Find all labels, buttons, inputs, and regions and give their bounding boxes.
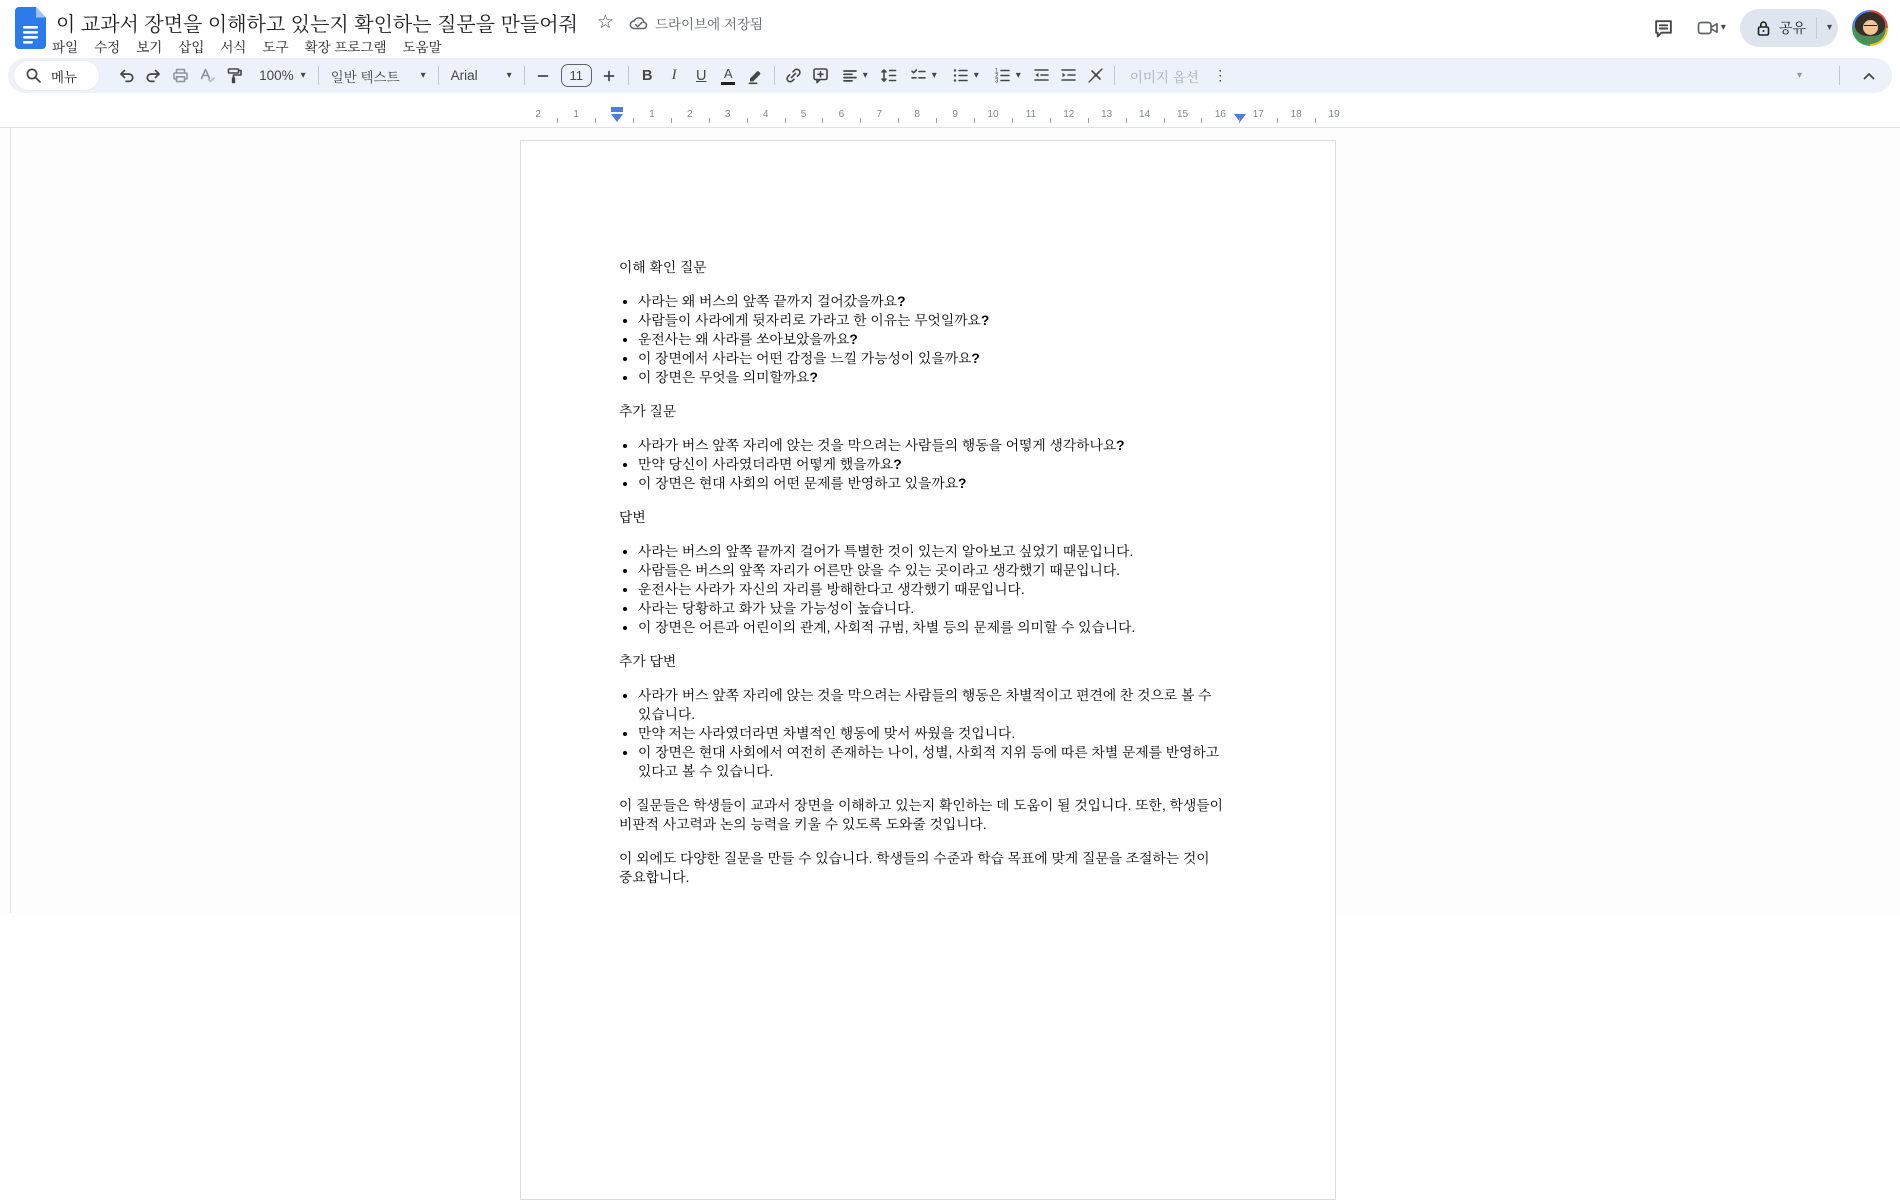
font-size-decrease-button[interactable] [530,62,557,89]
saved-status[interactable] [629,13,763,33]
font-size-increase-button[interactable] [596,62,623,89]
menu-item-6[interactable]: 확장 프로그램 [304,40,387,55]
bold-button[interactable] [634,62,661,89]
doc-paragraph[interactable]: 추가 질문 [619,404,677,419]
bullet-list [619,292,1239,387]
lock-icon [1756,20,1771,37]
ruler-tick [747,118,748,123]
redo-button[interactable] [140,62,167,89]
ruler-number: 1 [649,109,655,120]
ruler-tick [974,118,975,123]
ruler-tick [595,118,596,123]
chevron-down-icon: ▾ [862,69,868,81]
ruler-number: 2 [687,109,693,120]
paragraph-style-value: 일반 텍스트 [330,69,400,85]
menu-item-1[interactable]: 수정 [94,40,121,55]
paint-format-button[interactable] [221,62,248,89]
svg-text:3: 3 [994,78,999,85]
bulleted-list-button[interactable] [944,62,986,89]
list-item[interactable]: • 이 장면은 현대 사회에서 여전히 존재하는 나이, 성별, 사회적 지위 등에 따른 차별 문제를 반영하고 있다고 볼 수 있습니다. [638,743,1239,781]
menu-item-7[interactable]: 도움말 [402,40,442,55]
spellcheck-button[interactable] [194,62,221,89]
video-camera-icon [1697,19,1719,37]
ruler-tick [1012,118,1013,123]
list-item[interactable]: • 사라는 당황하고 화가 났을 가능성이 높습니다. [638,599,1239,618]
toolbar [8,58,1892,93]
list-item[interactable]: • 운전사는 왜 사라를 쏘아보았을까요? [638,330,1239,349]
page-content [521,141,1335,942]
first-line-indent-marker[interactable] [611,107,623,112]
insert-link-button[interactable] [780,62,807,89]
ruler-number: 18 [1290,109,1302,120]
ruler-number: 1 [573,109,579,120]
highlighter-icon [746,67,764,85]
document-title[interactable]: 이 교과서 장면을 이해하고 있는지 확인하는 질문을 만들어줘 [56,14,578,36]
ruler-number: 12 [1063,109,1075,120]
align-button[interactable] [834,62,875,89]
more-options-button[interactable] [1207,62,1234,89]
chevron-down-icon: ▾ [506,69,512,81]
comment-icon [1653,18,1674,39]
line-spacing-button[interactable] [875,62,902,89]
menu-item-3[interactable]: 삽입 [178,40,205,55]
checklist-button[interactable] [902,62,944,89]
docs-logo-icon[interactable] [15,7,46,49]
bold-icon: B [641,67,653,84]
ruler-tick [860,118,861,123]
avatar[interactable] [1852,10,1888,46]
kebab-menu-icon: ⋮ [1213,67,1228,83]
ruler-number: 15 [1176,109,1189,120]
bullet-list [619,436,1239,493]
ruler-number: 11 [1025,109,1037,120]
clear-formatting-icon [1086,66,1105,85]
ruler-number: 8 [914,109,920,120]
align-left-icon [841,67,859,85]
font-value: Arial [450,68,478,83]
ruler-tick [1164,118,1165,123]
underline-icon: U [695,67,707,84]
ruler-number: 10 [987,109,999,120]
document-canvas [0,127,1900,913]
add-comment-icon [811,66,830,85]
chevron-down-icon: ▾ [1015,69,1021,81]
ruler-tick [936,118,937,123]
menu-item-5[interactable]: 도구 [262,40,289,55]
ruler-tick [709,118,710,123]
undo-icon [117,66,136,85]
list-item[interactable]: • 사람들이 사라에게 뒷자리로 가라고 한 이유는 무엇일까요? [638,311,1239,330]
redo-icon [144,66,163,85]
svg-text:2: 2 [994,73,999,80]
divider [774,66,775,85]
ruler-tick [898,118,899,123]
text-color-icon: A [721,67,735,85]
decrease-indent-button[interactable] [1028,62,1055,89]
share-button-label: 공유 [1778,20,1806,36]
ruler-tick [785,118,786,123]
ruler-number: 17 [1252,109,1264,120]
ruler-tick [633,118,634,123]
divider [1816,17,1817,39]
font-select[interactable] [444,62,519,89]
list-item[interactable]: • 운전사는 사라가 자신의 자리를 방해한다고 생각했기 때문입니다. [638,580,1239,599]
list-item[interactable]: • 사람들은 버스의 앞쪽 자리가 어른만 앉을 수 있는 곳이라고 생각했기 때문입니다. [638,561,1239,580]
divider [628,66,629,85]
ruler-tick [1315,118,1316,123]
numbered-list-icon [993,66,1012,85]
ruler-tick [1201,118,1202,123]
ruler-number: 14 [1139,109,1151,120]
doc-paragraph[interactable]: 이 질문들은 학생들이 교과서 장면을 이해하고 있는지 확인하는 데 도움이 될 것입니다. 또한, 학생들이 비판적 사고력과 논의 능력을 키울 수 있도록 도와줄 것입니다. [619,798,1223,832]
clear-formatting-button[interactable] [1082,62,1109,89]
list-item[interactable]: • 이 장면은 현대 사회의 어떤 문제를 반영하고 있을까요? [638,474,1239,493]
list-item[interactable]: • 사라는 버스의 앞쪽 끝까지 걸어가 특별한 것이 있는지 알아보고 싶었기 때문입니다. [638,542,1239,561]
doc-paragraph[interactable]: 추가 답변 [619,654,677,669]
add-comment-button[interactable] [807,62,834,89]
ruler-number: 9 [952,109,958,120]
zoom-select[interactable] [252,62,313,89]
ruler-number: 19 [1328,109,1340,120]
spellcheck-icon [198,66,217,85]
bulleted-list-icon [951,66,970,85]
list-item[interactable]: • 이 장면은 어른과 어린이의 관계, 사회적 규범, 차별 등의 문제를 의미할 수 있습니다. [638,618,1239,637]
ruler-number: 3 [724,109,731,120]
search-label: 메뉴 [51,69,78,85]
ruler-tick [671,118,672,123]
line-spacing-icon [879,66,898,85]
text-color-button[interactable] [715,62,742,89]
mode-dropdown-icon[interactable]: ▾ [1796,69,1802,81]
minus-icon [536,69,550,83]
increase-indent-icon [1059,66,1078,85]
ruler-tick [1088,118,1089,123]
bullet-list [619,542,1239,637]
document-page[interactable] [520,140,1336,1200]
list-item[interactable]: • 사라가 버스 앞쪽 자리에 앉는 것을 막으려는 사람들의 행동을 어떻게 생각하나요? [638,436,1239,455]
search-icon [25,67,42,84]
menu-item-2[interactable]: 보기 [136,40,163,55]
search-menus-button[interactable] [14,61,99,90]
undo-button[interactable] [113,62,140,89]
list-item[interactable]: • 이 장면은 무엇을 의미할까요? [638,368,1239,387]
ruler-tick [1277,118,1278,123]
list-item[interactable]: • 이 장면에서 사라는 어떤 감정을 느낄 가능성이 있을까요? [638,349,1239,368]
font-size-input[interactable]: 11 [561,64,592,87]
doc-paragraph[interactable]: 이해 확인 질문 [619,260,707,275]
ruler-number: 6 [838,109,845,120]
ruler-number: 4 [762,109,769,120]
ruler-tick [557,118,558,123]
star-button[interactable]: ☆ [596,12,614,33]
left-indent-marker[interactable] [611,114,623,122]
toolbar-right [1797,62,1882,89]
increase-indent-button[interactable] [1055,62,1082,89]
paint-roller-icon [225,66,244,85]
chevron-up-icon [1861,68,1877,84]
divider [1114,66,1115,85]
list-item[interactable]: • 사라는 왜 버스의 앞쪽 끝까지 걸어갔을까요? [638,292,1239,311]
italic-icon: I [671,67,677,83]
share-button[interactable] [1740,9,1838,47]
zoom-value: 100% [259,68,294,83]
decrease-indent-icon [1032,66,1051,85]
divider [524,66,525,85]
doc-paragraph[interactable]: 답변 [619,510,646,525]
ruler-tick [822,118,823,123]
highlight-color-button[interactable] [742,62,769,89]
print-button[interactable] [167,62,194,89]
header [0,0,1900,58]
ruler-tick [1050,118,1051,123]
menu-bar [44,33,450,59]
link-icon [784,66,803,85]
plus-icon [602,69,616,83]
header-actions [1645,8,1888,48]
italic-button[interactable] [661,62,688,89]
list-item[interactable]: • 사라가 버스 앞쪽 자리에 앉는 것을 막으려는 사람들의 행동은 차별적이고 편견에 찬 것으로 볼 수 있습니다. [638,686,1239,724]
doc-paragraph[interactable]: 이 외에도 다양한 질문을 만들 수 있습니다. 학생들의 수준과 학습 목표에 맞게 질문을 조절하는 것이 중요합니다. [619,851,1210,885]
menu-item-4[interactable]: 서식 [220,40,247,55]
bullet-list [619,686,1239,781]
list-item[interactable]: • 만약 저는 사라였더라면 차별적인 행동에 맞서 싸웠을 것입니다. [638,724,1239,743]
share-dropdown-icon[interactable]: ▾ [1826,22,1832,33]
chevron-down-icon: ▾ [973,69,979,81]
divider [318,66,319,85]
saved-status-label: 드라이브에 저장됨 [654,16,764,32]
chevron-down-icon: ▾ [931,69,937,81]
ruler-number: 7 [876,109,883,120]
numbered-list-button[interactable] [986,62,1028,89]
avatar-image [1854,12,1886,44]
divider [1839,66,1840,85]
divider [438,66,439,85]
ruler-tick [1126,118,1127,123]
chevron-down-icon: ▾ [420,69,426,81]
ruler-tick [1239,118,1240,123]
print-icon [171,66,190,85]
cloud-saved-icon [629,15,648,31]
ruler-number: 13 [1101,109,1113,120]
chevron-down-icon[interactable]: ▾ [1720,22,1726,33]
svg-text:1: 1 [994,68,999,75]
underline-button[interactable] [688,62,715,89]
image-options-button: 이미지 옵션 [1129,69,1199,85]
ruler-number: 16 [1214,109,1226,120]
divider [10,128,11,913]
ruler [0,104,1900,127]
ruler-number: 5 [800,109,807,120]
list-item[interactable]: • 만약 당신이 사라였더라면 어떻게 했을까요? [638,455,1239,474]
hide-menus-button[interactable] [1855,62,1882,89]
menu-item-0[interactable]: 파일 [52,40,79,55]
paragraph-style-select[interactable] [324,62,433,89]
comment-history-button[interactable] [1645,9,1683,47]
join-call-button[interactable] [1697,19,1726,37]
ruler-number: 2 [535,109,541,120]
chevron-down-icon: ▾ [300,69,306,81]
checklist-icon [909,66,928,85]
